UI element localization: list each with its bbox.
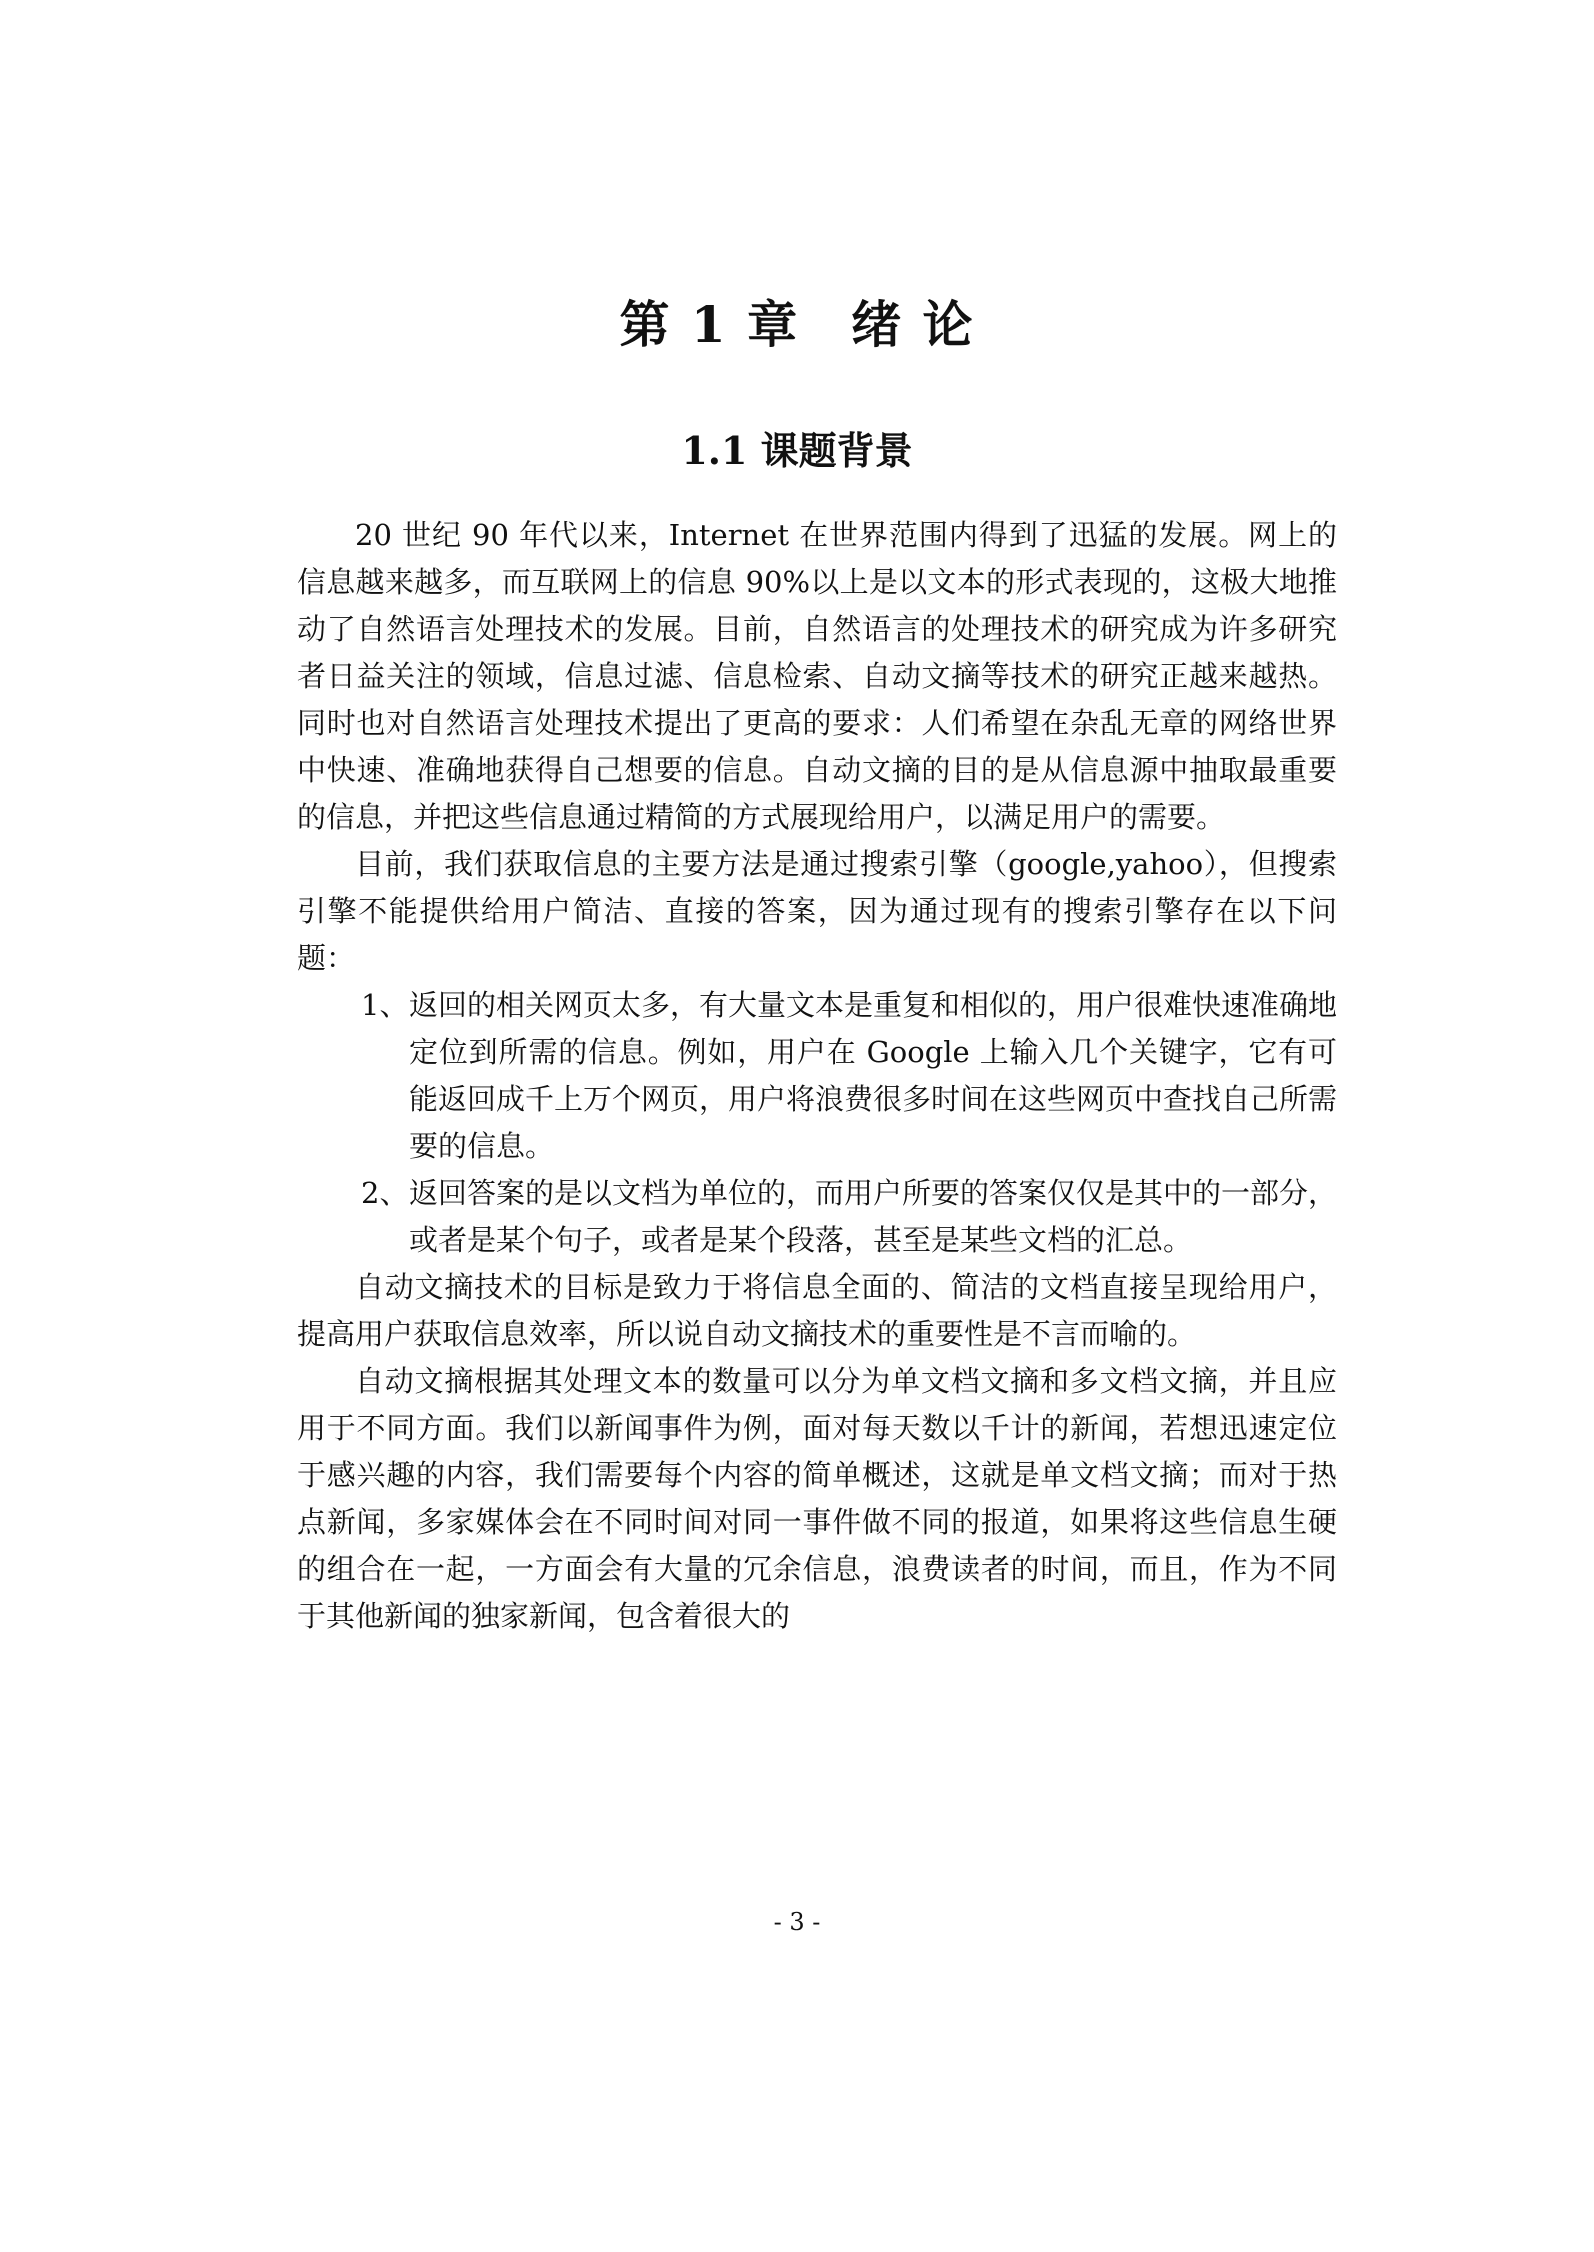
problem-list <box>297 982 1337 1264</box>
chapter-number: 第 1 章 <box>619 295 800 354</box>
list-item-text: 返回答案的是以文档为单位的，而用户所要的答案仅仅是其中的一部分，或者是某个句子，或者是某个段落，甚至是某些文档的汇总。 <box>409 1176 1338 1257</box>
list-item <box>297 1170 1337 1264</box>
list-item <box>297 982 1337 1170</box>
chapter-name: 绪 论 <box>851 295 975 354</box>
body-text <box>297 512 1337 1640</box>
page-number: - 3 - <box>773 1908 821 1936</box>
list-item-text: 返回的相关网页太多，有大量文本是重复和相似的，用户很难快速准确地定位到所需的信息。例如，用户在 Google 上输入几个关键字，它有可能返回成千上万个网页，用户将浪费很多时间在这些网页中查找自己所需要的信息。 <box>409 988 1338 1163</box>
section-title: 1.1 课题背景 <box>681 428 913 473</box>
chapter-title <box>0 285 1594 357</box>
list-item-number: 1、 <box>361 988 409 1022</box>
paragraph-goal: 自动文摘技术的目标是致力于将信息全面的、简洁的文档直接呈现给用户，提高用户获取信息效率，所以说自动文摘技术的重要性是不言而喻的。 <box>297 1270 1337 1351</box>
paragraph-search-engines: 目前，我们获取信息的主要方法是通过搜索引擎（google,yahoo），但搜索引擎不能提供给用户简洁、直接的答案，因为通过现有的搜索引擎存在以下问题： <box>297 847 1337 975</box>
paragraph-intro: 20 世纪 90 年代以来，Internet 在世界范围内得到了迅猛的发展。网上的信息越来越多，而互联网上的信息 90%以上是以文本的形式表现的，这极大地推动了自然语言处理技术的发展。目前，自然语言的处理技术的研究成为许多研究者日益关注的领域，信息过滤、信息检索、自动文摘等技术的研究正越来越热。同时也对自然语言处理技术提出了更高的要求：人们希望在杂乱无章的网络世界中快速、准确地获得自己想要的信息。自动文摘的目的是从信息源中抽取最重要的信息，并把这些信息通过精简的方式展现给用户，以满足用户的需要。 <box>297 518 1337 834</box>
list-item-number: 2、 <box>361 1176 409 1210</box>
paragraph-classification: 自动文摘根据其处理文本的数量可以分为单文档文摘和多文档文摘，并且应用于不同方面。我们以新闻事件为例，面对每天数以千计的新闻，若想迅速定位于感兴趣的内容，我们需要每个内容的简单概述，这就是单文档文摘；而对于热点新闻，多家媒体会在不同时间对同一事件做不同的报道，如果将这些信息生硬的组合在一起，一方面会有大量的冗余信息，浪费读者的时间，而且，作为不同于其他新闻的独家新闻，包含着很大的 <box>297 1364 1337 1633</box>
